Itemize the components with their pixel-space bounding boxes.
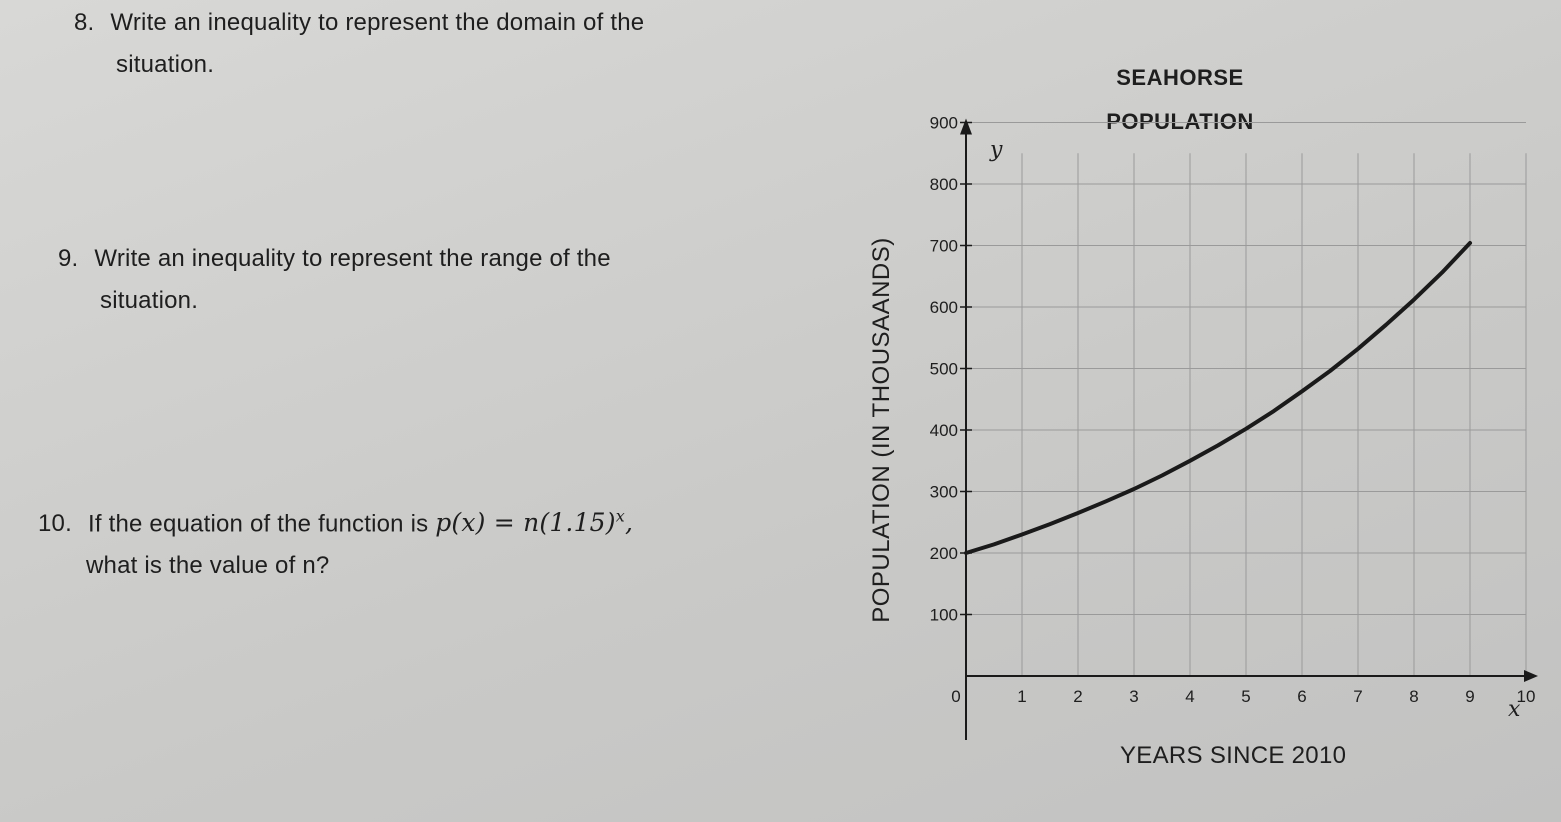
x-axis-arrow (1524, 670, 1538, 682)
y-axis-arrow (960, 119, 972, 135)
question-9-number: 9. (58, 245, 79, 272)
question-9-text-line2: situation. (100, 287, 199, 314)
x-tick-label: 7 (1353, 687, 1363, 706)
y-tick-label: 400 (929, 421, 958, 440)
x-tick-label: 9 (1465, 687, 1475, 706)
x-axis-letter: x (1508, 697, 1521, 722)
equation-suffix: , (624, 508, 634, 538)
x-tick-label: 6 (1297, 687, 1307, 706)
x-axis-label: YEARS SINCE 2010 (1120, 742, 1347, 769)
x-tick-label: 0 (951, 687, 961, 706)
y-tick-label: 200 (929, 544, 958, 563)
x-tick-label: 2 (1073, 687, 1083, 706)
x-tick-label: 8 (1409, 687, 1419, 706)
y-tick-label: 100 (929, 605, 958, 625)
question-8-text-line1: Write an inequality to represent the domain of the (110, 9, 645, 36)
y-tick-label: 700 (929, 236, 958, 256)
question-10-number: 10. (38, 510, 72, 538)
y-tick-label: 800 (929, 175, 958, 194)
chart-title-line1: SEAHORSE (1116, 65, 1244, 90)
x-tick-label: 1 (1017, 687, 1027, 706)
x-tick-label: 3 (1129, 687, 1139, 706)
question-10-text-prefix: If the equation of the function is (87, 510, 429, 538)
question-9-text-line1: Write an inequality to represent the range of the (94, 245, 611, 272)
equation-base: p(x) = n(1.15) (435, 508, 616, 538)
equation-exponent: x (615, 507, 625, 526)
x-tick-label: 5 (1241, 687, 1251, 706)
y-tick-label: 900 (929, 113, 958, 133)
chart-title-line2: POPULATION (1106, 109, 1254, 134)
y-axis-label: POPULATION (IN THOUSAANDS) (868, 237, 895, 623)
y-axis-letter: y (990, 137, 1003, 163)
y-tick-label: 500 (929, 359, 958, 379)
y-tick-label: 300 (929, 482, 958, 502)
question-8-text-line2: situation. (116, 51, 215, 78)
x-tick-label: 10 (1516, 687, 1536, 706)
x-tick-label: 4 (1185, 687, 1195, 706)
y-tick-label: 600 (929, 298, 958, 317)
series-line (966, 243, 1470, 553)
question-8-number: 8. (74, 9, 95, 36)
question-10-text-line2: what is the value of n? (86, 552, 330, 580)
